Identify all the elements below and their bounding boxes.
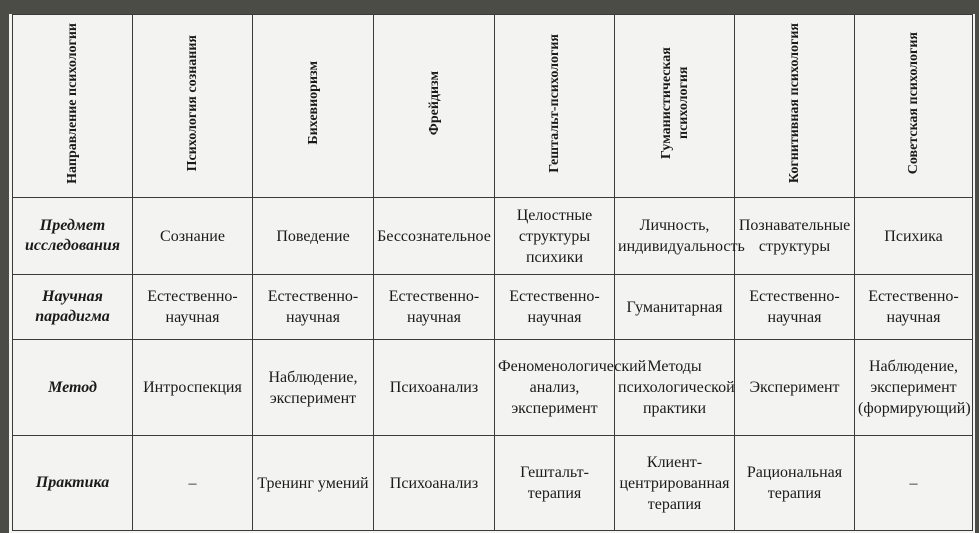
table-cell: Интроспекция: [133, 340, 253, 436]
document-page: [9, 14, 975, 533]
table-row: [13, 198, 973, 275]
table-row: [13, 340, 973, 436]
row-header: Предмет исследования: [13, 198, 133, 275]
table-cell: Феноменологический анализ, эксперимент: [495, 340, 615, 436]
table-cell: Клиент-центрированная терапия: [615, 436, 735, 531]
column-header-label: Бихевиоризм: [305, 61, 321, 145]
table-cell: Эксперимент: [735, 340, 855, 436]
column-header: [735, 15, 855, 198]
column-header: [855, 15, 973, 198]
table-cell: Познавательные структуры: [735, 198, 855, 275]
column-header: [133, 15, 253, 198]
table-cell: Психика: [855, 198, 973, 275]
row-header: Научная парадигма: [13, 275, 133, 340]
column-header: [615, 15, 735, 198]
table-cell: Естественно-научная: [374, 275, 495, 340]
psychology-directions-table: [12, 14, 973, 531]
table-cell: Наблюдение, эксперимент (формирующий): [855, 340, 973, 436]
table-header-row: [13, 15, 973, 198]
table-cell: Естественно-научная: [495, 275, 615, 340]
row-header: Метод: [13, 340, 133, 436]
table-cell: Естественно-научная: [133, 275, 253, 340]
table-cell: –: [133, 436, 253, 531]
table-cell: Методы психологической практики: [615, 340, 735, 436]
table-cell: Сознание: [133, 198, 253, 275]
table-cell: Наблюдение, эксперимент: [253, 340, 374, 436]
row-header: Практика: [13, 436, 133, 531]
column-header: [253, 15, 374, 198]
column-header-label: Гуманистическая психология: [658, 47, 691, 159]
table-cell: Поведение: [253, 198, 374, 275]
table-cell: –: [855, 436, 973, 531]
table-cell: Гуманитарная: [615, 275, 735, 340]
table-cell: Личность, индивидуальность: [615, 198, 735, 275]
table-cell: Бессознательное: [374, 198, 495, 275]
table-cell: Психоанализ: [374, 340, 495, 436]
table-cell: Гештальт-терапия: [495, 436, 615, 531]
column-header-label: Психология сознания: [185, 34, 200, 172]
table-cell: Целостные структуры психики: [495, 198, 615, 275]
table-cell: Рациональная терапия: [735, 436, 855, 531]
table-cell: Естественно-научная: [253, 275, 374, 340]
column-header: [495, 15, 615, 198]
table-cell: Естественно-научная: [735, 275, 855, 340]
column-header: [374, 15, 495, 198]
table-cell: Тренинг умений: [253, 436, 374, 531]
column-header-label: Когнитивная психология: [787, 22, 802, 184]
column-header-label: Фрейдизм: [426, 70, 442, 136]
table-cell: Естественно-научная: [855, 275, 973, 340]
column-header-label: Направление психологии: [65, 22, 80, 184]
column-header: [13, 15, 133, 198]
table-row: [13, 436, 973, 531]
table-cell: Психоанализ: [374, 436, 495, 531]
column-header-label: Гештальт-психология: [547, 33, 562, 173]
column-header-label: Советская психология: [906, 31, 921, 175]
table-row: [13, 275, 973, 340]
